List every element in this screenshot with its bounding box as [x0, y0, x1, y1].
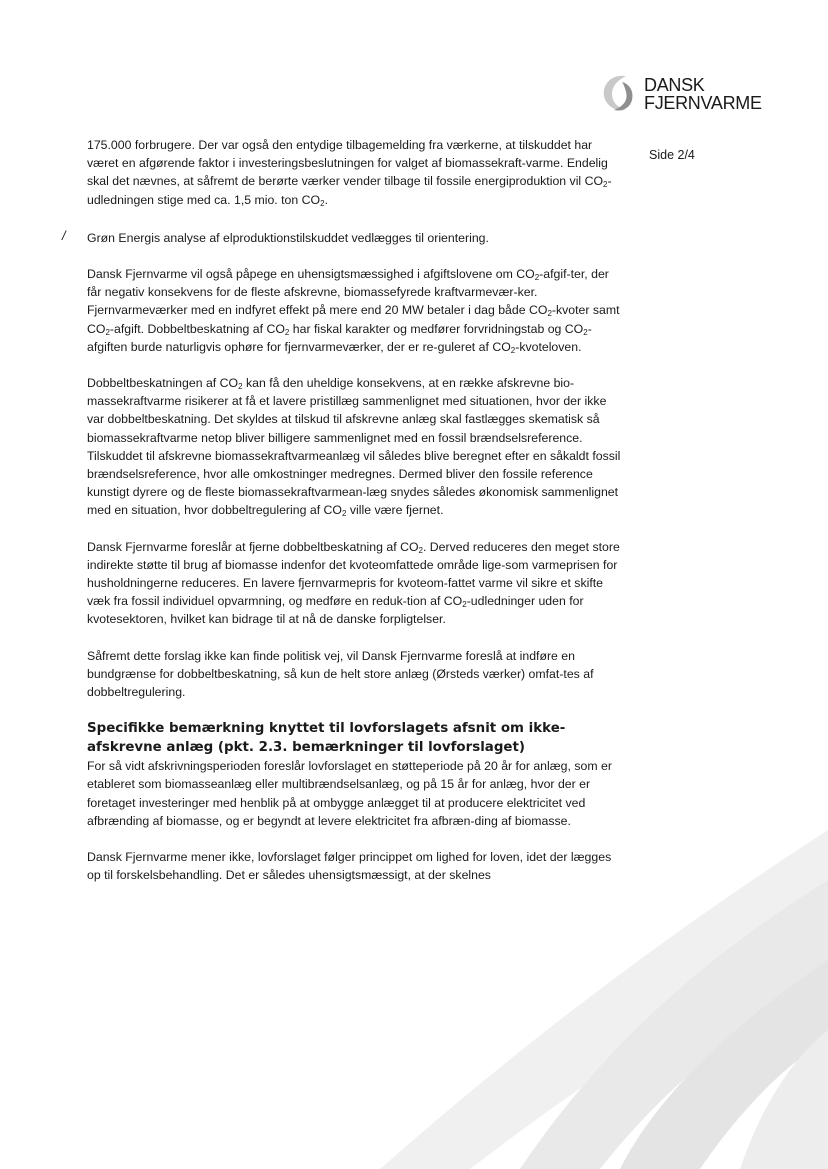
section-heading: Specifikke bemærkning knyttet til lovforslagets afsnit om ikke-afskrevne anlæg (pkt. 2.3. bemærkninger til lovforslaget)	[87, 721, 566, 756]
paragraph-3: Dansk Fjernvarme vil også påpege en uhensigtsmæssighed i afgiftslovene om $CO_2-afgif$-ter, der får negativ konsekvens for de fleste afskrevne, biomassefyrede kraftvarmevær-ker. Fjernvarmeværker med en indfyret effekt på mere end 20 MW betaler i dag både $CO_2$-kvoter samt $CO_2$-afgift. Dobbeltbeskatning af $CO_2$ har fiskal karakter og medfører forvridningstab og $CO_2$-afgiften burde naturligvis ophøre for fjernvarmeværker, der er re-guleret af $CO_2$-kvoteloven.	[87, 267, 620, 355]
logo-swirl-icon	[596, 72, 642, 116]
paragraph-4: Dobbeltbeskatningen af $CO_2$ kan få den uheldige konsekvens, at en række afskrevne bio-massekraftvarme risikerer at få et lavere pristillæg sammenlignet med situationen, hvor der ikke var dobbeltbeskatning. Det skyldes at tilskud til afskrevne anlæg skal fastlægges skematisk så biomassekraftvarme netop bliver billigere sammenlignet med en fossil brændselsreference. Tilskuddet til afskrevne biomassekraftvarmeanlæg vil således blive beregnet efter en såkaldt fossil brændselsreference, hvor alle omkostninger medregnes. Dermed bliver den fossile reference kunstigt dyrere og de fleste biomassekraftvarmean-læg snydes således økonomisk sammenlignet med en situation, hvor dobbeltregulering af $CO_2$ ville være fjernet.	[87, 376, 621, 519]
paragraph-2: Grøn Energis analyse af elproduktionstilskuddet vedlægges til orientering.	[87, 230, 489, 245]
paragraph-6: Såfremt dette forslag ikke kan finde politisk vej, vil Dansk Fjernvarme foreslå at indføre en bundgrænse for dobbeltbeskatning, så kun de helt store anlæg (Ørsteds værker) omfat-tes af dobbeltregulering.	[87, 648, 594, 700]
paragraph-7: For så vidt afskrivningsperioden foreslår lovforslaget en støtteperiode på 20 år for anlæg, som er etableret som biomasseanlæg eller multibrændselsanlæg, og på 15 år for anlæg, hvor der er foretaget investeringer med henblik på at ombygge anlægget til at producere elektricitet ved afbrænding af biomasse, og er begyndt at levere elektricitet fra afbræn-ding af biomasse.	[87, 759, 612, 828]
paragraph-8: Dansk Fjernvarme mener ikke, lovforslaget følger princippet om lighed for loven, idet der lægges op til forskelsbehandling. Det er således uhensigtsmæssigt, at der skelnes	[87, 850, 612, 883]
company-logo	[596, 72, 776, 116]
margin-mark: /	[62, 228, 66, 243]
logo-text-line2: FJERNVARME	[644, 93, 762, 113]
logo-text-line1: DANSK	[644, 75, 705, 95]
page-number: Side 2/4	[649, 148, 695, 162]
letter-body	[87, 136, 622, 885]
paragraph-5: Dansk Fjernvarme foreslår at fjerne dobbeltbeskatning af $CO_2$. Derved reduceres den meget store indirekte støtte til brug af biomasse indenfor det kvoteomfattede område lige-som varmeprisen for husholdningerne reduceres. En lavere fjernvarmepris for kvoteom-fattet varme vil sikre et skifte væk fra fossil individuel opvarmning, og medføre en reduk-tion af $CO_2$-udledninger uden for kvotesektoren, hvilket kan bidrage til at nå de danske forpligtelser.	[87, 539, 620, 627]
paragraph-1: 175.000 forbrugere. Der var også den entydige tilbagemelding fra værkerne, at tilskuddet har været en afgørende faktor i investeringsbeslutningen for valget af biomassekraft-varme. Endelig skal det nævnes, at såfremt de berørte værker vender tilbage til fossile energiproduktion vil $CO_2-$ udledningen stige med ca. 1,5 mio. ton $CO_2$.	[87, 138, 612, 208]
